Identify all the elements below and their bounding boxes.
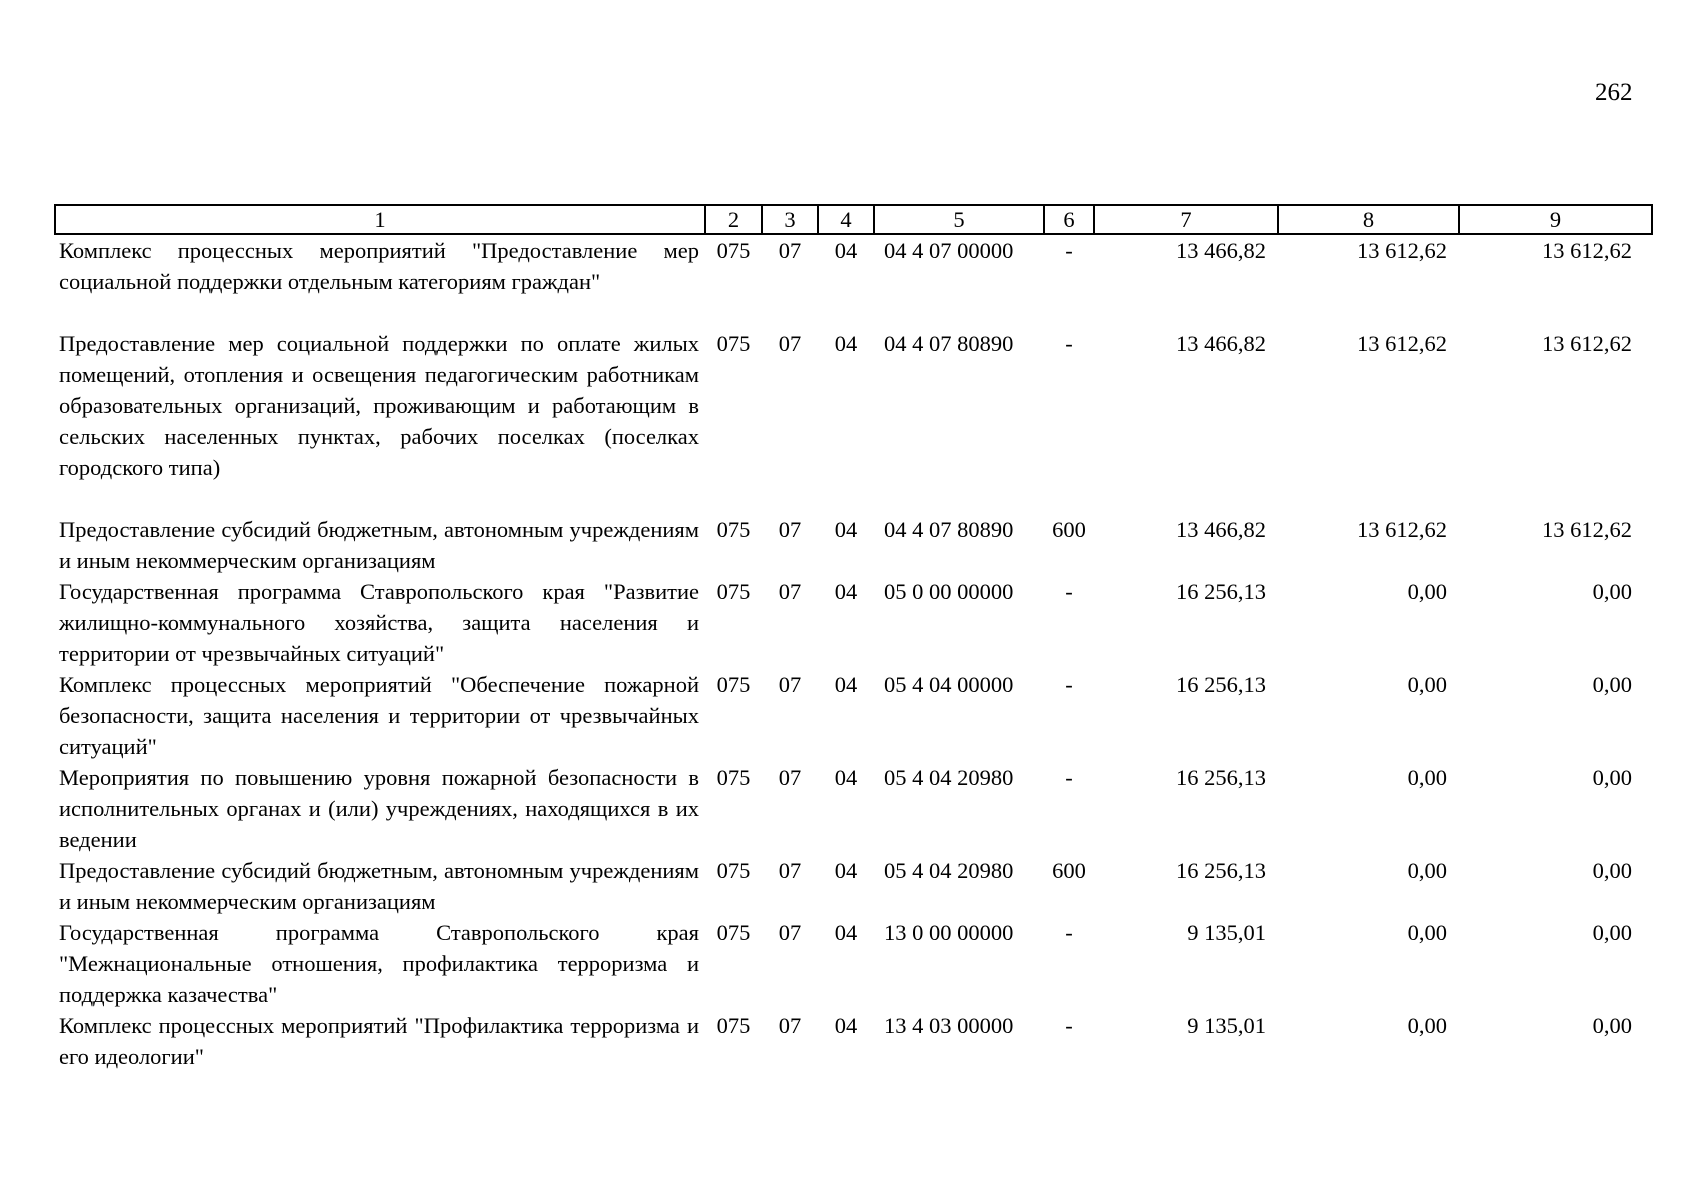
row-amount-col7: 16 256,13 [1176,672,1266,697]
column-header: 5 [874,205,1044,234]
row-section-code: 07 [778,331,802,356]
row-amount-col7: 9 135,01 [1187,920,1266,945]
row-section-code: 07 [778,1013,802,1038]
table-row [55,762,1652,855]
table-row [55,328,1652,514]
row-amount-col7: 13 466,82 [1176,238,1266,263]
row-target-code: 13 4 03 00000 [884,1013,1014,1038]
row-target-code: 05 4 04 20980 [884,858,1014,883]
column-header: 8 [1278,205,1459,234]
row-ministry-code: 075 [716,765,751,790]
row-target-code: 04 4 07 80890 [884,331,1014,356]
row-amount-col8: 0,00 [1407,1013,1447,1038]
row-amount-col7: 13 466,82 [1176,517,1266,542]
row-name: Комплекс процессных мероприятий "Предоставление мер социальной поддержки отдельным категориям граждан" [59,238,699,294]
page-number: 262 [1595,79,1633,106]
row-section-code: 07 [778,920,802,945]
row-ministry-code: 075 [716,672,751,697]
row-name: Предоставление мер социальной поддержки по оплате жилых помещений, отопления и освещения педагогическим работникам образовательных организаций, проживающим и работающим в сельских населенных пунктах, рабочих поселках (поселках городского типа) [59,331,699,480]
row-subsection-code: 04 [834,331,858,356]
row-subsection-code: 04 [834,1013,858,1038]
budget-table [54,204,1653,1072]
row-target-code: 05 0 00 00000 [884,579,1014,604]
row-expense-type: 600 [1052,858,1086,883]
row-expense-type: - [1065,331,1073,356]
row-section-code: 07 [778,858,802,883]
row-amount-col8: 0,00 [1407,858,1447,883]
row-amount-col7: 16 256,13 [1176,765,1266,790]
row-expense-type: - [1065,579,1073,604]
row-ministry-code: 075 [716,238,751,263]
row-section-code: 07 [778,517,802,542]
row-amount-col8: 0,00 [1407,672,1447,697]
row-amount-col9: 0,00 [1592,765,1632,790]
row-amount-col9: 13 612,62 [1542,331,1632,356]
row-ministry-code: 075 [716,517,751,542]
row-name: Государственная программа Ставропольского края "Межнациональные отношения, профилактика терроризма и поддержка казачества" [59,920,699,1007]
row-target-code: 04 4 07 00000 [884,238,1014,263]
row-amount-col7: 9 135,01 [1187,1013,1266,1038]
table-row [55,234,1652,328]
table-row [55,917,1652,1010]
row-section-code: 07 [778,579,802,604]
table-row [55,514,1652,576]
row-amount-col8: 13 612,62 [1357,331,1447,356]
row-expense-type: - [1065,672,1073,697]
row-expense-type: - [1065,238,1073,263]
table-row [55,855,1652,917]
row-target-code: 13 0 00 00000 [884,920,1014,945]
row-amount-col9: 13 612,62 [1542,517,1632,542]
column-header: 7 [1094,205,1278,234]
row-name: Мероприятия по повышению уровня пожарной безопасности в исполнительных органах и (или) учреждениях, находящихся в их ведении [59,765,699,852]
row-name: Предоставление субсидий бюджетным, автономным учреждениям и иным некоммерческим организациям [59,517,699,573]
row-amount-col8: 13 612,62 [1357,517,1447,542]
row-amount-col8: 13 612,62 [1357,238,1447,263]
row-ministry-code: 075 [716,858,751,883]
table-header-row [55,205,1652,234]
column-header: 4 [818,205,874,234]
row-amount-col8: 0,00 [1407,579,1447,604]
column-header: 1 [55,205,705,234]
row-subsection-code: 04 [834,579,858,604]
row-ministry-code: 075 [716,920,751,945]
row-name: Предоставление субсидий бюджетным, автономным учреждениям и иным некоммерческим организациям [59,858,699,914]
row-amount-col9: 0,00 [1592,858,1632,883]
row-name: Комплекс процессных мероприятий "Профилактика терроризма и его идеологии" [59,1013,699,1069]
row-amount-col8: 0,00 [1407,920,1447,945]
row-ministry-code: 075 [716,579,751,604]
row-name: Комплекс процессных мероприятий "Обеспечение пожарной безопасности, защита населения и территории от чрезвычайных ситуаций" [59,672,699,759]
row-ministry-code: 075 [716,1013,751,1038]
row-subsection-code: 04 [834,672,858,697]
row-subsection-code: 04 [834,920,858,945]
row-ministry-code: 075 [716,331,751,356]
row-subsection-code: 04 [834,517,858,542]
row-expense-type: 600 [1052,517,1086,542]
row-target-code: 05 4 04 00000 [884,672,1014,697]
row-amount-col7: 16 256,13 [1176,858,1266,883]
row-amount-col9: 0,00 [1592,579,1632,604]
table-row [55,1010,1652,1072]
row-amount-col7: 13 466,82 [1176,331,1266,356]
row-amount-col8: 0,00 [1407,765,1447,790]
row-subsection-code: 04 [834,238,858,263]
column-header: 2 [705,205,762,234]
row-section-code: 07 [778,672,802,697]
row-subsection-code: 04 [834,765,858,790]
row-section-code: 07 [778,765,802,790]
row-name: Государственная программа Ставропольского края "Развитие жилищно-коммунального хозяйства, защита населения и территории от чрезвычайных ситуаций" [59,579,699,666]
row-expense-type: - [1065,920,1073,945]
row-expense-type: - [1065,1013,1073,1038]
row-amount-col9: 0,00 [1592,920,1632,945]
row-target-code: 05 4 04 20980 [884,765,1014,790]
row-amount-col9: 13 612,62 [1542,238,1632,263]
table-row [55,669,1652,762]
table-row [55,576,1652,669]
row-amount-col9: 0,00 [1592,1013,1632,1038]
row-target-code: 04 4 07 80890 [884,517,1014,542]
row-amount-col7: 16 256,13 [1176,579,1266,604]
row-subsection-code: 04 [834,858,858,883]
column-header: 6 [1044,205,1094,234]
row-section-code: 07 [778,238,802,263]
row-amount-col9: 0,00 [1592,672,1632,697]
column-header: 9 [1459,205,1652,234]
column-header: 3 [762,205,818,234]
row-expense-type: - [1065,765,1073,790]
